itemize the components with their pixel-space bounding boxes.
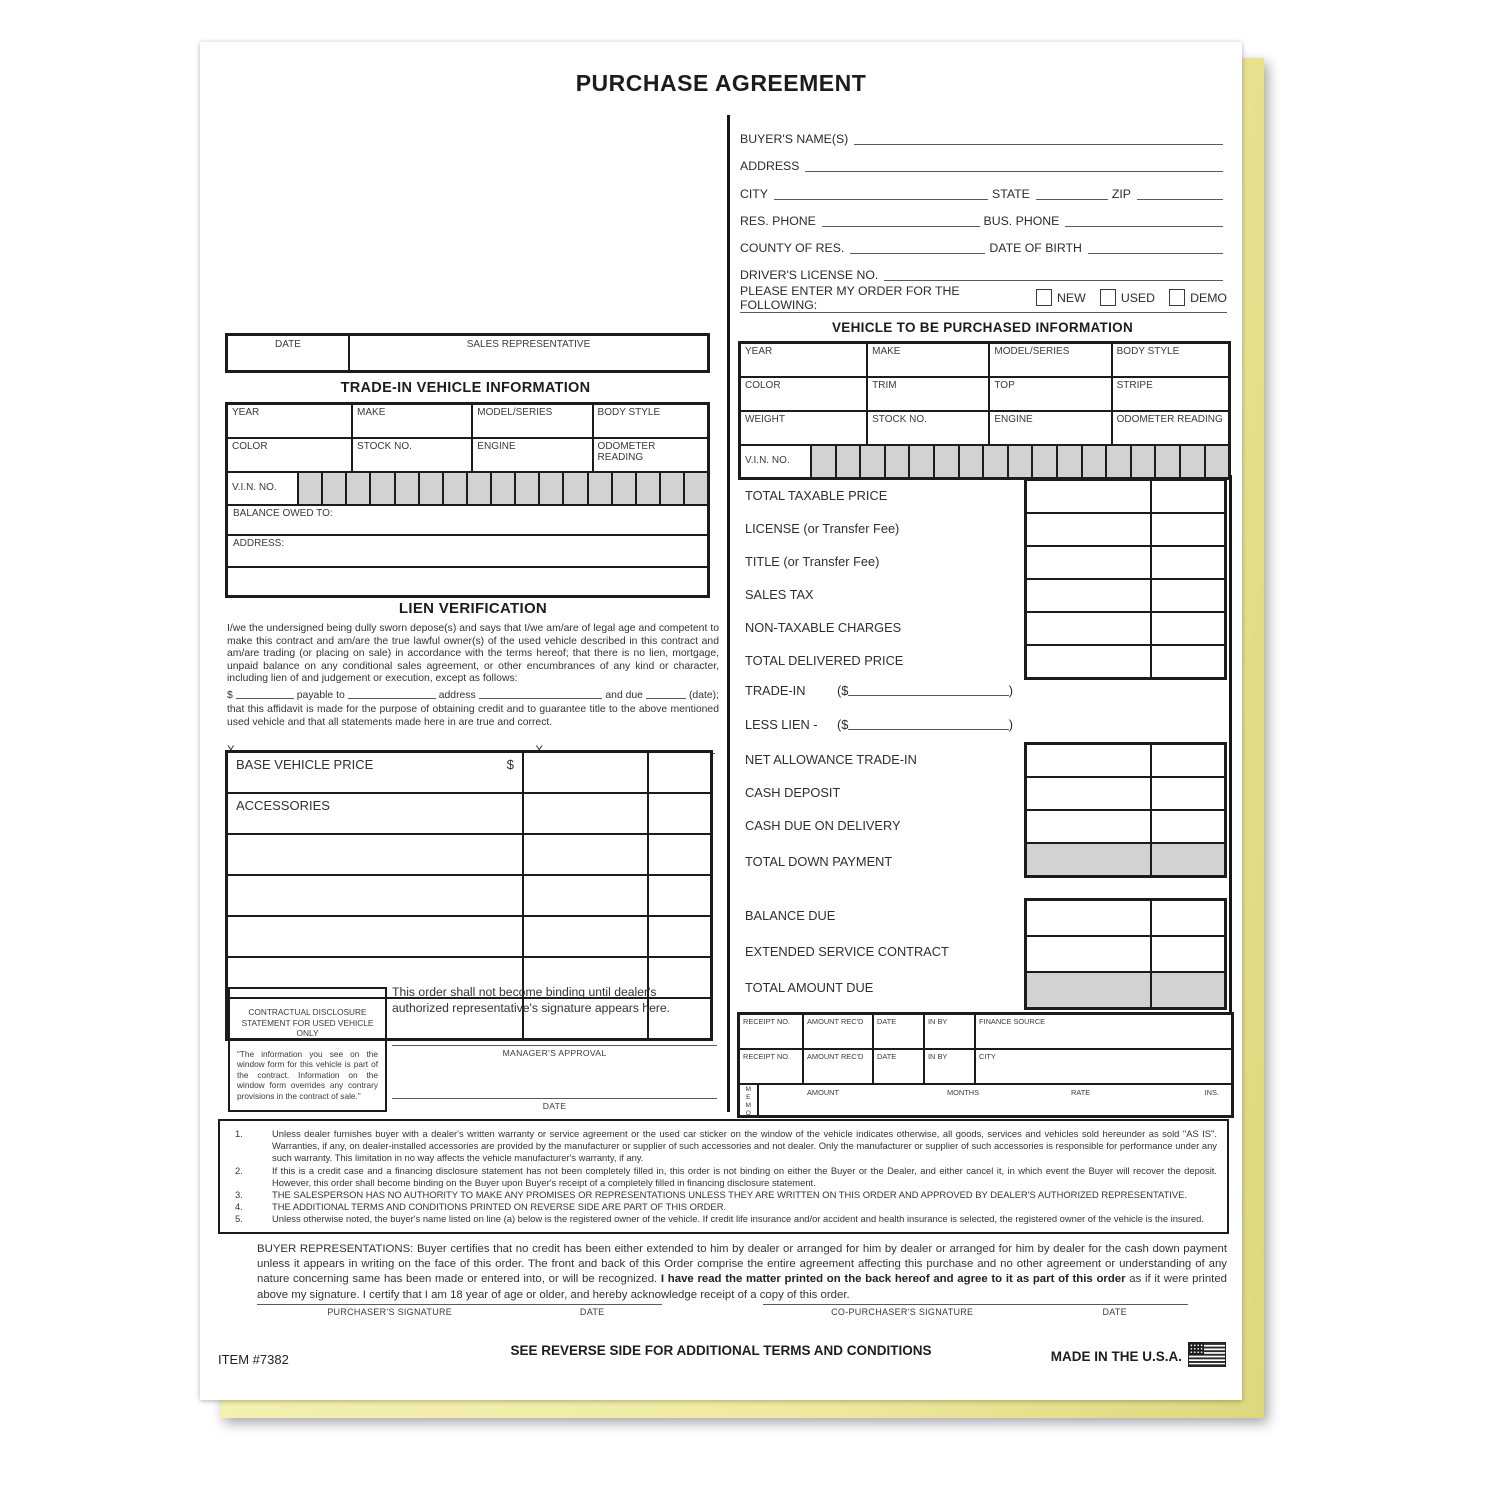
base-vehicle-price-label: BASE VEHICLE PRICE bbox=[236, 757, 374, 772]
vehicle-engine-cell[interactable]: ENGINE bbox=[989, 411, 1111, 445]
center-divider-line bbox=[727, 115, 730, 1112]
vin-character-box[interactable] bbox=[491, 472, 515, 505]
total-delivered-amount-cell[interactable] bbox=[1026, 645, 1151, 678]
paper-stack bbox=[200, 42, 1242, 1400]
trade-in-engine-cell[interactable]: ENGINE bbox=[472, 438, 592, 472]
lien-section-title: LIEN VERIFICATION bbox=[398, 600, 548, 617]
vin-character-box[interactable] bbox=[515, 472, 539, 505]
buyer-section-separator bbox=[740, 312, 1227, 313]
term-text: Unless dealer furnishes buyer with a dealer's written warranty or service agreement or the used car sticker on the window of the vehicle indicates otherwise, all goods, services and vehicles sold hereunder as sold "AS IS". Warranties, if any, on dealer-installed accessories are provided by the manufacturer or supplier of such accessories and not dealer. Only the manufacturer or supplier of such accessories is responsible for performance under any such warranty. This limitation in no way affects the vehicle manufacturer's warranty, if any. bbox=[272, 1128, 1217, 1164]
signature-date-label: DATE bbox=[579, 1307, 605, 1317]
price-row bbox=[227, 916, 711, 957]
and-due-label: and due bbox=[605, 689, 643, 701]
bus-phone-input-line[interactable] bbox=[1065, 224, 1223, 227]
disclosure-heading: CONTRACTUAL DISCLOSURE STATEMENT FOR USED VEHICLE ONLY bbox=[241, 1007, 374, 1038]
trade-in-odometer-cell[interactable]: ODOMETER READING bbox=[593, 438, 708, 472]
trade-in-color-cell[interactable]: COLOR bbox=[227, 438, 352, 472]
cents-cell[interactable] bbox=[1151, 579, 1225, 612]
receipts-table bbox=[737, 1012, 1234, 1118]
memo-ins-label: INS. bbox=[1204, 1088, 1219, 1097]
vin-character-box[interactable] bbox=[1057, 445, 1082, 478]
vin-character-box[interactable] bbox=[983, 445, 1008, 478]
lienholder-address-cell[interactable]: ADDRESS: bbox=[227, 535, 708, 567]
cents-cell[interactable] bbox=[1151, 513, 1225, 546]
dob-label: DATE OF BIRTH bbox=[989, 240, 1082, 255]
co-purchaser-signature-line[interactable] bbox=[763, 1304, 1188, 1305]
vin-character-box[interactable] bbox=[563, 472, 587, 505]
cents-cell[interactable] bbox=[1151, 972, 1225, 1008]
less-lien-amount-row bbox=[745, 717, 1013, 732]
manager-date-label: DATE bbox=[542, 1101, 567, 1111]
term-number: 2. bbox=[235, 1164, 243, 1176]
res-phone-label: RES. PHONE bbox=[740, 213, 816, 228]
zip-input-line[interactable] bbox=[1137, 197, 1223, 200]
buyer-info-section bbox=[740, 121, 1227, 311]
finance-source-cell[interactable]: FINANCE SOURCE bbox=[975, 1014, 1232, 1049]
non-taxable-amount-cell[interactable] bbox=[1026, 612, 1151, 645]
demo-checkbox[interactable] bbox=[1169, 289, 1185, 306]
vin-character-box[interactable] bbox=[909, 445, 934, 478]
vin-character-box[interactable] bbox=[684, 472, 708, 505]
price-amount-cell[interactable] bbox=[523, 916, 648, 957]
price-cents-cell[interactable] bbox=[648, 752, 711, 793]
purchaser-signature-label: PURCHASER'S SIGNATURE bbox=[327, 1307, 453, 1317]
term-text: THE ADDITIONAL TERMS AND CONDITIONS PRINTED ON REVERSE SIDE ARE PART OF THIS ORDER. bbox=[272, 1201, 727, 1213]
address-label: ADDRESS bbox=[740, 159, 800, 174]
total-down-payment-amount-cell[interactable] bbox=[1026, 843, 1151, 876]
cents-cell[interactable] bbox=[1151, 480, 1225, 513]
binding-note: This order shall not become binding until dealer's authorized representative's signature appears here. bbox=[392, 985, 671, 1015]
vehicle-trim-cell[interactable]: TRIM bbox=[867, 377, 989, 411]
contractual-disclosure-box bbox=[228, 987, 387, 1112]
non-taxable-charges-label: NON-TAXABLE CHARGES bbox=[745, 620, 902, 635]
lien-fill-line bbox=[227, 686, 719, 701]
lien-paragraph-2: that this affidavit is made for the purpose of obtaining credit and to guarantee title to the above mentioned used vehicle and that all statements made here in are true and correct. bbox=[227, 703, 719, 728]
sales-tax-label: SALES TAX bbox=[745, 587, 814, 602]
vin-character-box[interactable] bbox=[1155, 445, 1180, 478]
bus-phone-label: BUS. PHONE bbox=[983, 213, 1060, 228]
co-purchaser-signature-label: CO-PURCHASER'S SIGNATURE bbox=[831, 1307, 974, 1317]
buyer-reps-bold-text: I have read the matter printed on the back hereof and agree to it as part of this order bbox=[660, 1273, 1126, 1286]
vin-character-box[interactable] bbox=[660, 472, 684, 505]
vin-character-box[interactable] bbox=[836, 445, 861, 478]
dob-input-line[interactable] bbox=[1088, 251, 1223, 254]
city-input-line[interactable] bbox=[774, 197, 988, 200]
price-amount-cell[interactable] bbox=[523, 834, 648, 875]
payable-to-label: payable to bbox=[296, 689, 345, 701]
sale-date-cell[interactable]: DATE bbox=[227, 335, 349, 371]
buyer-reps-text: BUYER REPRESENTATIONS: Buyer certifies that no credit has been either extended to him by dealer or arranged for him by dealer or arranged for him by dealer for the cash down payment unless it appears in writing on the face of this order. The front and back of this Order comprise the entire agreement affecting this purchase and no other agreement or understanding of any nature concerning same has been made or entered into, or will be recognized. bbox=[257, 1243, 1227, 1286]
net-allowance-label: NET ALLOWANCE TRADE-IN bbox=[745, 752, 917, 767]
trade-in-amount-row bbox=[745, 683, 1013, 698]
total-amount-due-amount-cell[interactable] bbox=[1026, 972, 1151, 1008]
trade-in-amount-input-line[interactable] bbox=[848, 693, 1008, 696]
vehicle-model-cell[interactable]: MODEL/SERIES bbox=[989, 343, 1111, 377]
memo-amount-label: AMOUNT bbox=[807, 1088, 840, 1097]
manager-date-line[interactable] bbox=[392, 1098, 717, 1099]
purchaser-signature-group bbox=[257, 1304, 662, 1317]
buyer-name-row bbox=[740, 121, 1227, 148]
in-by-cell[interactable]: IN BY bbox=[924, 1014, 975, 1049]
form-title: PURCHASE AGREEMENT bbox=[575, 70, 867, 96]
order-prompt-label: PLEASE ENTER MY ORDER FOR THE FOLLOWING: bbox=[740, 283, 960, 312]
extended-service-amount-cell[interactable] bbox=[1026, 936, 1151, 972]
drivers-license-input-line[interactable] bbox=[884, 278, 1223, 281]
vin-character-box[interactable] bbox=[1032, 445, 1057, 478]
payable-to-input-line[interactable] bbox=[348, 696, 436, 699]
amount-recd-cell[interactable]: AMOUNT REC'D bbox=[803, 1014, 873, 1049]
receipt-date-cell[interactable]: DATE bbox=[873, 1014, 924, 1049]
order-type-row bbox=[740, 284, 1227, 311]
lien-address-input-line[interactable] bbox=[479, 696, 603, 699]
cents-cell[interactable] bbox=[1151, 810, 1225, 843]
memo-rate-label: RATE bbox=[1071, 1088, 1091, 1097]
res-phone-input-line[interactable] bbox=[822, 224, 980, 227]
total-amount-due-label: TOTAL AMOUNT DUE bbox=[745, 980, 874, 995]
vin-character-box[interactable] bbox=[322, 472, 346, 505]
accessory-item-cell[interactable] bbox=[227, 916, 523, 957]
address-input-line[interactable] bbox=[805, 169, 1223, 172]
sales-rep-table bbox=[225, 333, 710, 373]
manager-approval-group bbox=[392, 1045, 717, 1058]
trade-in-model-cell[interactable]: MODEL/SERIES bbox=[472, 404, 592, 438]
new-checkbox-label: NEW bbox=[1057, 290, 1086, 305]
balance-due-amount-cell[interactable] bbox=[1026, 900, 1151, 936]
vin-character-box[interactable] bbox=[346, 472, 370, 505]
charges-amount-block-1 bbox=[1024, 478, 1227, 680]
vin-character-box[interactable] bbox=[636, 472, 660, 505]
vin-character-box[interactable] bbox=[370, 472, 394, 505]
vin-character-box[interactable] bbox=[1180, 445, 1205, 478]
vehicle-vin-row bbox=[740, 445, 1229, 478]
state-label: STATE bbox=[992, 186, 1030, 201]
cents-cell[interactable] bbox=[1151, 843, 1225, 876]
vin-character-box[interactable] bbox=[1131, 445, 1156, 478]
total-delivered-price-label: TOTAL DELIVERED PRICE bbox=[745, 653, 904, 668]
vehicle-weight-cell[interactable]: WEIGHT bbox=[740, 411, 867, 445]
vehicle-color-cell[interactable]: COLOR bbox=[740, 377, 867, 411]
sales-tax-amount-cell[interactable] bbox=[1026, 579, 1151, 612]
vin-character-box[interactable] bbox=[860, 445, 885, 478]
memo-months-label: MONTHS bbox=[947, 1088, 980, 1097]
term-number: 5. bbox=[235, 1213, 243, 1225]
trade-in-stockno-cell[interactable]: STOCK NO. bbox=[352, 438, 472, 472]
vin-character-box[interactable] bbox=[588, 472, 612, 505]
address-word-label: address bbox=[438, 689, 476, 701]
item-number: ITEM #7382 bbox=[218, 1352, 289, 1367]
vehicle-stockno-cell[interactable]: STOCK NO. bbox=[867, 411, 989, 445]
vin-character-box[interactable] bbox=[811, 445, 836, 478]
vehicle-odometer-cell[interactable]: ODOMETER READING bbox=[1112, 411, 1229, 445]
purchase-agreement-page bbox=[200, 42, 1242, 1400]
term-number: 3. bbox=[235, 1189, 243, 1201]
vin-character-box[interactable] bbox=[467, 472, 491, 505]
buyers-name-input-line[interactable] bbox=[854, 142, 1223, 145]
dollar-sign-label: $ bbox=[506, 757, 514, 772]
receipt-row-1 bbox=[739, 1014, 1232, 1049]
buyer-address-row bbox=[740, 148, 1227, 175]
vin-character-box[interactable] bbox=[443, 472, 467, 505]
vehicle-stripe-cell[interactable]: STRIPE bbox=[1112, 377, 1229, 411]
trade-in-table bbox=[225, 402, 710, 598]
vin-character-box[interactable] bbox=[395, 472, 419, 505]
cash-deposit-label: CASH DEPOSIT bbox=[745, 785, 841, 800]
trade-in-vin-row bbox=[227, 472, 708, 505]
vin-character-box[interactable] bbox=[1106, 445, 1131, 478]
term-text: If this is a credit case and a financing disclosure statement has not been completely filled in, this order is not binding on either the Buyer or the Dealer, and either cancel it, in which event the Buyer will recover the deposit. However, this order shall become binding on the Buyer upon Buyer's receipt of a completely filled in financing disclosure statement. bbox=[272, 1164, 1217, 1188]
terms-and-conditions-box bbox=[218, 1119, 1229, 1234]
accessory-item-cell[interactable] bbox=[227, 875, 523, 916]
cents-cell[interactable] bbox=[1151, 546, 1225, 579]
sales-representative-cell[interactable]: SALES REPRESENTATIVE bbox=[349, 335, 708, 371]
buyer-license-row bbox=[740, 257, 1227, 284]
term-number: 4. bbox=[235, 1201, 243, 1213]
cents-cell[interactable] bbox=[1151, 612, 1225, 645]
demo-checkbox-label: DEMO bbox=[1190, 290, 1228, 305]
drivers-license-label: DRIVER'S LICENSE NO. bbox=[740, 268, 879, 283]
vin-character-box[interactable] bbox=[885, 445, 910, 478]
new-checkbox[interactable] bbox=[1036, 289, 1052, 306]
less-lien-label: LESS LIEN - bbox=[745, 717, 818, 732]
cents-cell[interactable] bbox=[1151, 744, 1225, 777]
trade-in-section-title: TRADE-IN VEHICLE INFORMATION bbox=[340, 380, 591, 396]
memo-fields-cell[interactable] bbox=[758, 1084, 1232, 1116]
manager-approval-label: MANAGER'S APPROVAL bbox=[502, 1048, 607, 1058]
co-purchaser-signature-group bbox=[763, 1304, 1188, 1317]
vehicle-year-cell[interactable]: YEAR bbox=[740, 343, 867, 377]
cents-cell[interactable] bbox=[1151, 777, 1225, 810]
cash-due-on-delivery-label: CASH DUE ON DELIVERY bbox=[745, 818, 901, 833]
trade-in-make-cell[interactable]: MAKE bbox=[352, 404, 472, 438]
accessory-item-cell[interactable] bbox=[227, 834, 523, 875]
vehicle-table-row bbox=[740, 377, 1229, 411]
disclosure-body: “The information you see on the window form for this vehicle is part of the contract. Information on the window form overrides any contrary provisions in the contract of sale.” bbox=[237, 1048, 378, 1101]
price-cents-cell[interactable] bbox=[648, 834, 711, 875]
vin-character-box[interactable] bbox=[959, 445, 984, 478]
vin-character-box[interactable] bbox=[1205, 445, 1230, 478]
cents-cell[interactable] bbox=[1151, 645, 1225, 678]
memo-label: MEMO bbox=[739, 1084, 758, 1116]
total-down-payment-label: TOTAL DOWN PAYMENT bbox=[745, 854, 893, 869]
zip-label: ZIP bbox=[1111, 186, 1131, 201]
trade-in-table-row bbox=[227, 438, 708, 472]
term-item-1 bbox=[220, 1128, 1217, 1165]
purchaser-signature-line[interactable] bbox=[257, 1304, 662, 1305]
vehicle-section-title: VEHICLE TO BE PURCHASED INFORMATION bbox=[831, 320, 1133, 335]
base-vehicle-price-cell bbox=[227, 752, 523, 793]
paren-open-label: ($ bbox=[837, 717, 849, 732]
vehicle-top-cell[interactable]: TOP bbox=[989, 377, 1111, 411]
state-input-line[interactable] bbox=[1036, 197, 1108, 200]
signature-date-label: DATE bbox=[1102, 1307, 1127, 1317]
vin-character-box[interactable] bbox=[419, 472, 443, 505]
term-text: Unless otherwise noted, the buyer's name listed on line (a) below is the registered owner of the vehicle. If credit life insurance and/or accident and health insurance is selected, the registered owner of the vehicle is the insured. bbox=[272, 1213, 1204, 1225]
paren-open-label: ($ bbox=[837, 683, 849, 698]
price-amount-cell[interactable] bbox=[523, 793, 648, 834]
vin-character-box[interactable] bbox=[612, 472, 636, 505]
receipt-no-cell[interactable]: RECEIPT NO. bbox=[739, 1049, 803, 1084]
price-row bbox=[227, 875, 711, 916]
term-item-3 bbox=[220, 1189, 1217, 1201]
buyer-county-row bbox=[740, 230, 1227, 257]
vin-character-box[interactable] bbox=[298, 472, 322, 505]
vehicle-table bbox=[738, 341, 1231, 480]
receipt-date-cell[interactable]: DATE bbox=[873, 1049, 924, 1084]
term-text: THE SALESPERSON HAS NO AUTHORITY TO MAKE ANY PROMISES OR REPRESENTATIONS UNLESS THEY ARE WRITTEN ON THIS ORDER AND APPROVED BY DEALER'S AUTHORIZED REPRESENTATIVE. bbox=[272, 1189, 1188, 1201]
trade-in-vin-label: V.I.N. NO. bbox=[227, 472, 298, 505]
manager-approval-signature-line[interactable] bbox=[392, 1045, 717, 1046]
term-item-5 bbox=[220, 1213, 1217, 1225]
trade-in-bodystyle-cell[interactable]: BODY STYLE bbox=[593, 404, 708, 438]
vin-character-box[interactable] bbox=[934, 445, 959, 478]
license-amount-cell[interactable] bbox=[1026, 513, 1151, 546]
memo-row bbox=[739, 1084, 1232, 1116]
extended-service-contract-label: EXTENDED SERVICE CONTRACT bbox=[745, 944, 949, 959]
paren-close-label: ) bbox=[1008, 683, 1013, 698]
city-label: CITY bbox=[740, 186, 769, 201]
term-item-4 bbox=[220, 1201, 1217, 1213]
made-in-usa-group bbox=[1051, 1342, 1226, 1370]
reverse-side-note: SEE REVERSE SIDE FOR ADDITIONAL TERMS AND CONDITIONS bbox=[510, 1343, 932, 1358]
cents-cell[interactable] bbox=[1151, 936, 1225, 972]
trade-in-blank-cell[interactable] bbox=[227, 567, 708, 596]
trade-in-label: TRADE-IN bbox=[745, 683, 806, 698]
cash-due-amount-cell[interactable] bbox=[1026, 810, 1151, 843]
dollar-sign-label: $ bbox=[227, 689, 233, 701]
title-fee-label: TITLE (or Transfer Fee) bbox=[745, 554, 880, 569]
cash-deposit-amount-cell[interactable] bbox=[1026, 777, 1151, 810]
price-amount-cell[interactable] bbox=[523, 875, 648, 916]
lien-verification-section bbox=[227, 600, 719, 757]
net-allowance-amount-cell[interactable] bbox=[1026, 744, 1151, 777]
vin-character-box[interactable] bbox=[1082, 445, 1107, 478]
buyer-reps-text: as if it were printed above my signature. I certify that I am 18 year of age or older, and hereby acknowledge receipt of a copy of this order. bbox=[257, 1273, 1227, 1301]
lien-amount-input-line[interactable] bbox=[236, 696, 294, 699]
license-fee-label: LICENSE (or Transfer Fee) bbox=[745, 521, 900, 536]
buyer-representations-paragraph bbox=[257, 1242, 1227, 1303]
vehicle-table-row bbox=[740, 343, 1229, 377]
accessories-cell: ACCESSORIES bbox=[227, 793, 523, 834]
buyer-phone-row bbox=[740, 203, 1227, 230]
due-date-input-line[interactable] bbox=[646, 696, 686, 699]
used-checkbox[interactable] bbox=[1100, 289, 1116, 306]
trade-in-table-row bbox=[227, 404, 708, 438]
county-input-line[interactable] bbox=[850, 251, 985, 254]
price-row bbox=[227, 834, 711, 875]
date-word-label: (date); bbox=[688, 689, 719, 701]
buyers-name-label: BUYER'S NAME(S) bbox=[740, 132, 849, 147]
lien-paragraph-1: I/we the undersigned being dully sworn depose(s) and says that I/we am/are of legal age and competent to make this contract and am/are the true lawful owner(s) of the used vehicle described in this contract and am/are trading (or placing on sale) in accordance with the terms hereof; that there is no lien, mortgage, unpaid balance on any conditional sales agreement, or other encumbrances of any kind or character, including lien of and judgement or execution, except as follows: bbox=[227, 623, 719, 685]
term-item-2 bbox=[220, 1165, 1217, 1189]
charges-amount-block-2 bbox=[1024, 742, 1227, 878]
less-lien-amount-input-line[interactable] bbox=[848, 727, 1008, 730]
made-in-usa-label: MADE IN THE U.S.A. bbox=[1050, 1348, 1182, 1364]
receipt-no-cell[interactable]: RECEIPT NO. bbox=[739, 1014, 803, 1049]
vehicle-table-row bbox=[740, 411, 1229, 445]
in-by-cell[interactable]: IN BY bbox=[924, 1049, 975, 1084]
balance-due-label: BALANCE DUE bbox=[745, 908, 836, 923]
price-amount-cell[interactable] bbox=[523, 752, 648, 793]
price-cents-cell[interactable] bbox=[648, 916, 711, 957]
paren-close-label: ) bbox=[1008, 717, 1013, 732]
buyer-city-row bbox=[740, 175, 1227, 202]
price-cents-cell[interactable] bbox=[648, 875, 711, 916]
vehicle-bodystyle-cell[interactable]: BODY STYLE bbox=[1112, 343, 1229, 377]
title-amount-cell[interactable] bbox=[1026, 546, 1151, 579]
total-taxable-price-label: TOTAL TAXABLE PRICE bbox=[745, 488, 888, 503]
receipt-row-2 bbox=[739, 1049, 1232, 1084]
cents-cell[interactable] bbox=[1151, 900, 1225, 936]
balance-owed-cell[interactable]: BALANCE OWED TO: bbox=[227, 505, 708, 535]
amount-recd-cell[interactable]: AMOUNT REC'D bbox=[803, 1049, 873, 1084]
price-row bbox=[227, 793, 711, 834]
manager-date-group bbox=[392, 1098, 717, 1111]
used-checkbox-label: USED bbox=[1120, 290, 1156, 305]
vehicle-vin-label: V.I.N. NO. bbox=[740, 445, 811, 478]
total-taxable-amount-cell[interactable] bbox=[1026, 480, 1151, 513]
county-label: COUNTY OF RES. bbox=[740, 240, 845, 255]
us-flag-icon bbox=[1188, 1342, 1226, 1370]
trade-in-year-cell[interactable]: YEAR bbox=[227, 404, 352, 438]
finance-city-cell[interactable]: CITY bbox=[975, 1049, 1232, 1084]
term-number: 1. bbox=[235, 1128, 243, 1139]
charges-amount-block-3 bbox=[1024, 898, 1227, 1010]
vin-character-box[interactable] bbox=[539, 472, 563, 505]
vin-character-box[interactable] bbox=[1008, 445, 1033, 478]
price-cents-cell[interactable] bbox=[648, 793, 711, 834]
vehicle-make-cell[interactable]: MAKE bbox=[867, 343, 989, 377]
price-row bbox=[227, 752, 711, 793]
